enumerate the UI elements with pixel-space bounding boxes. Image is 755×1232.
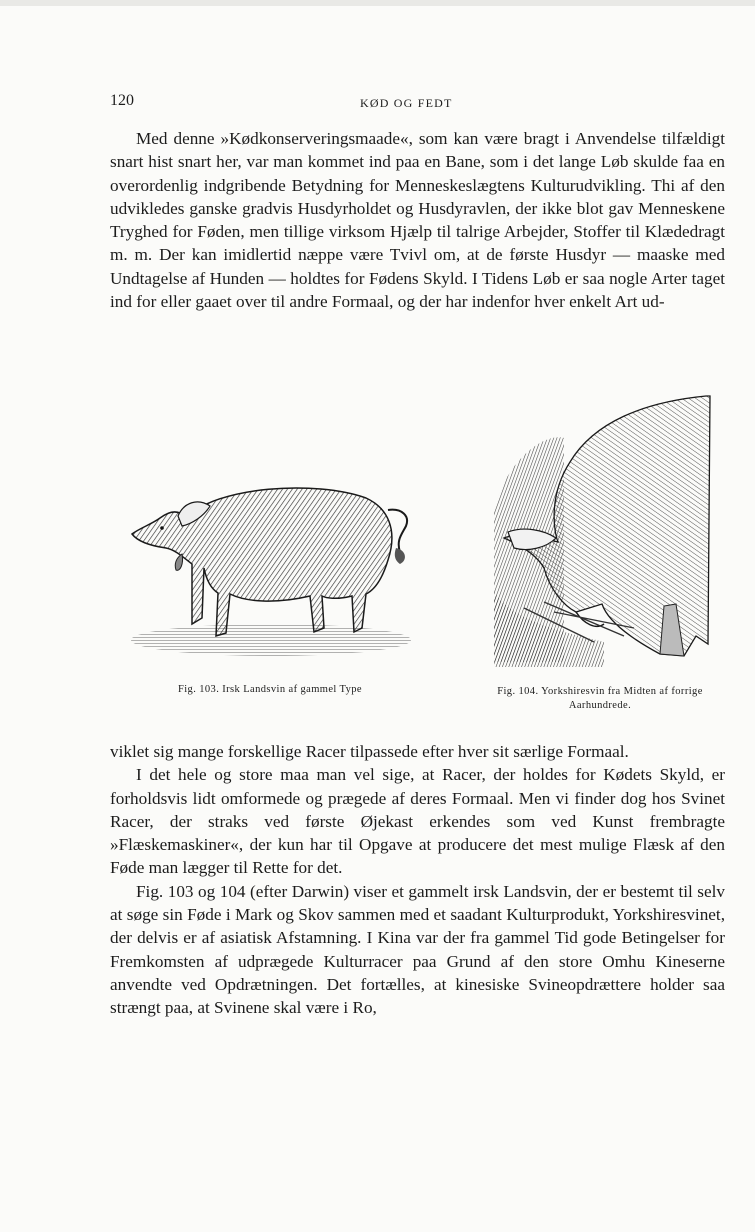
running-title: KØD OG FEDT	[360, 96, 453, 110]
figure-104-caption: Fig. 104. Yorkshiresvin fra Midten af forrige Aarhundrede.	[497, 686, 703, 711]
figure-103-illustration	[126, 468, 416, 663]
paragraph: I det hele og store maa man vel sige, at Racer, der holdes for Kødets Skyld, er forholdsvis lidt omformede og prægede af deres Formaal. Men vi finder dog hos Svinet Racer, der straks ved første Øjekast erkendes som ved Kunst frembragte »Flæskemaskiner«, der kun har til Opgave at producere det mest mulige Flæsk af den Føde man lægger til Rette for det.	[110, 765, 725, 878]
body-text-bottom	[110, 740, 725, 1020]
yorkshire-pig-engraving	[484, 392, 714, 672]
figure-103-caption: Fig. 103. Irsk Landsvin af gammel Type	[178, 684, 362, 695]
paragraph: Med denne »Kødkonserveringsmaade«, som kan være bragt i Anvendelse tilfældigt snart hist snart her, var man kommet ind paa en Bane, som i det lange Løb skulde faa en overordenlig indgribende Betydning for Menneskeslægtens Kulturudvikling. Thi af den udvikledes ganske gradvis Husdyrholdet og Husdyravlen, der ikke blot gav Menneskene Tryghed for Føden, men tillige virksom Hjælp til talrige Arbejder, Stoffer til Klædedragt m. m. Der kan imidlertid næppe være Tvivl om, at de første Husdyr — maaske med Undtagelse af Hunden — holdtes for Fødens Skyld. I Tidens Løb er saa nogle Arter taget ind for eller gaaet over til andre Formaal, og der har indenfor hver enkelt Art ud-	[110, 129, 725, 312]
paragraph-continuation: viklet sig mange forskellige Racer tilpassede efter hver sit særlige Formaal.	[110, 742, 629, 761]
irish-pig-engraving	[126, 468, 416, 663]
paragraph: Fig. 103 og 104 (efter Darwin) viser et gammelt irsk Landsvin, der er bestemt til selv at søge sin Føde i Mark og Skov sammen med et saadant Kulturprodukt, Yorkshiresvinet, der delvis er af asiatisk Afstamning. I Kina var der fra gammel Tid gode Betingelser for Fremkomsten af udprægede Kulturracer paa Grund af den store Omhu Kineserne anvendte ved Opdrætningen. Det fortælles, at kinesiske Svineopdrættere holder saa strængt paa, at Svinene skal være i Ro,	[110, 881, 725, 1018]
page-top-edge	[0, 0, 755, 6]
body-text-top	[110, 127, 725, 313]
page-number: 120	[110, 92, 134, 109]
figure-104-illustration	[484, 392, 714, 672]
page-header	[110, 92, 730, 116]
